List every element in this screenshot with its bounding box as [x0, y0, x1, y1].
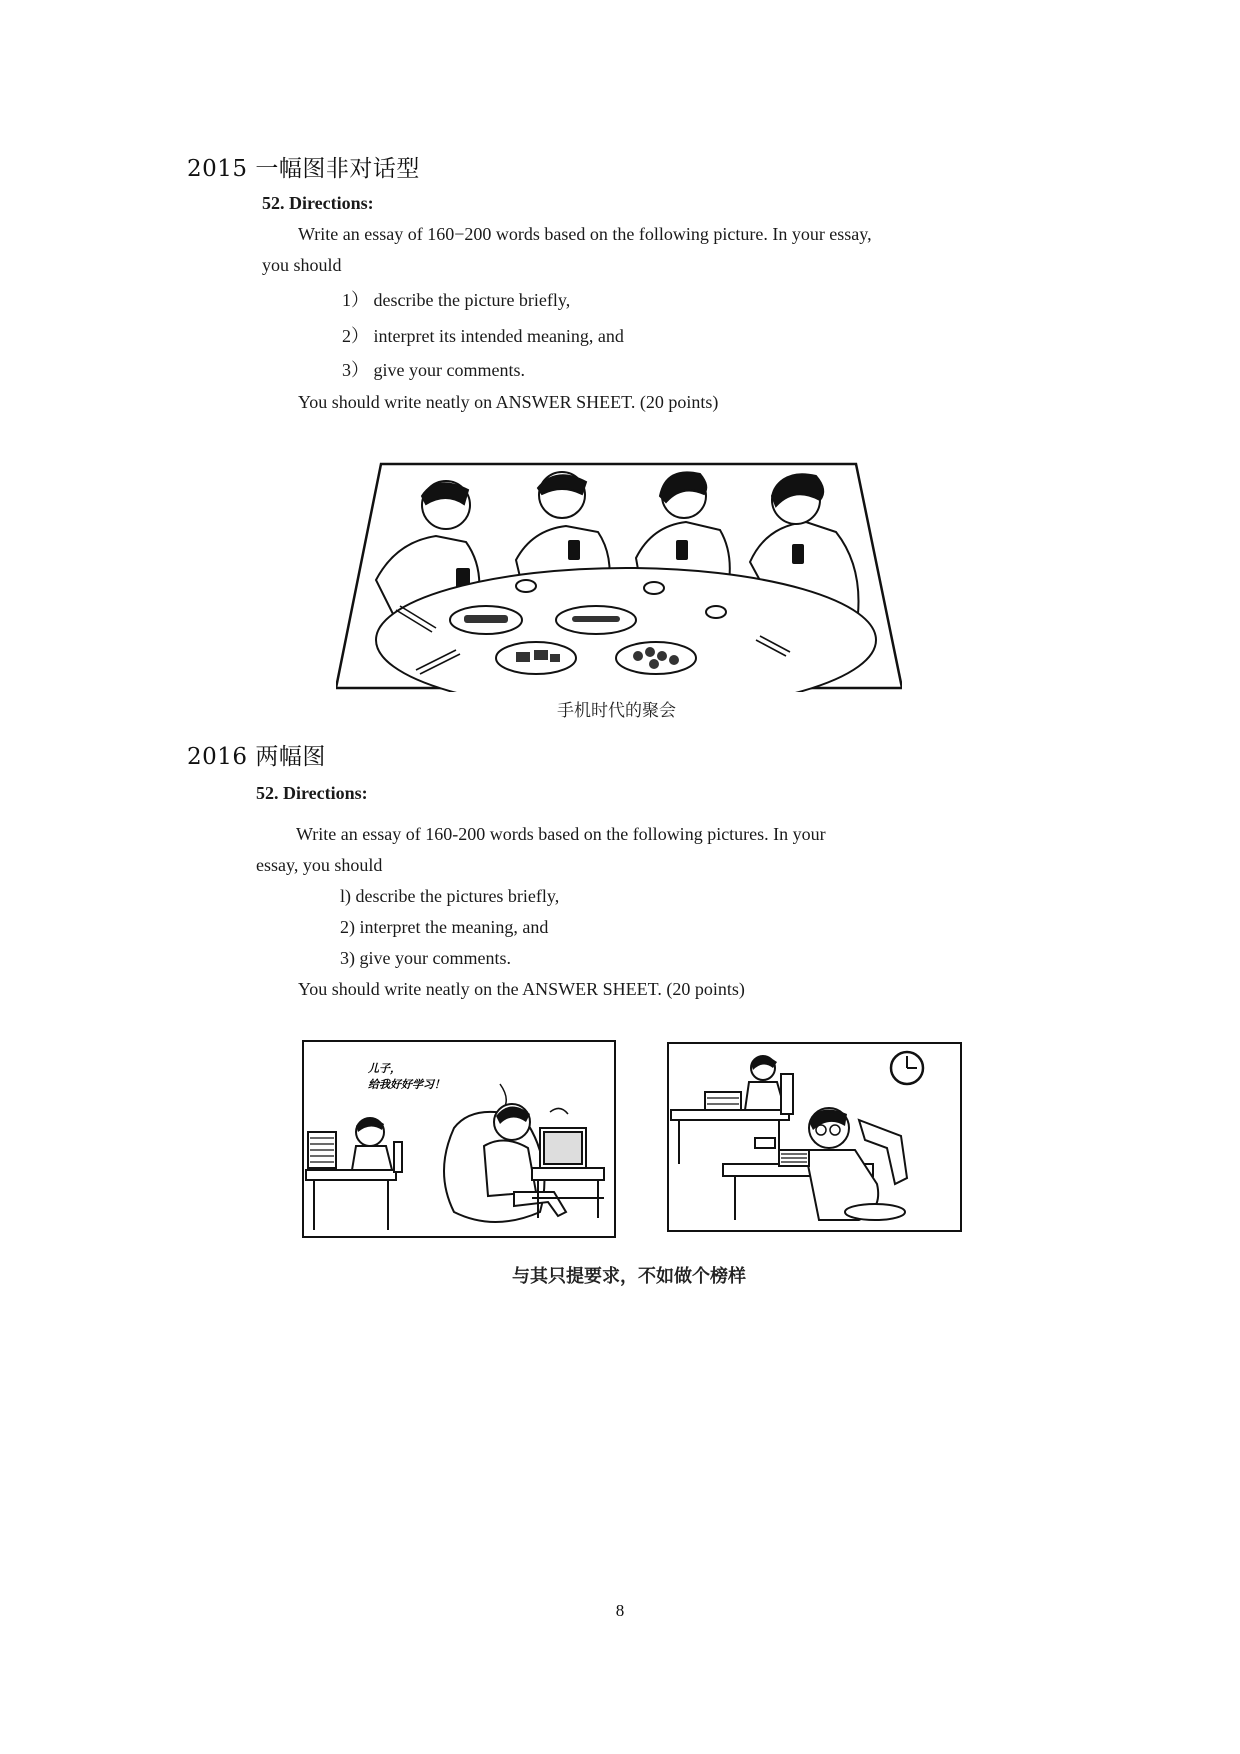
directions-block-2016: [256, 783, 976, 1000]
list-item: 2） interpret its intended meaning, and: [342, 326, 624, 346]
list-item: l) describe the pictures briefly,: [340, 886, 560, 906]
intro-line-cont: essay, you should: [256, 855, 383, 875]
intro-line-cont: you should: [262, 255, 342, 275]
section-title-2016: 2016 两幅图: [187, 744, 326, 770]
footer-line: You should write neatly on the ANSWER SHEET. (20 points): [298, 979, 745, 999]
intro-line: Write an essay of 160−200 words based on the following picture. In your essay,: [298, 224, 872, 244]
footer-line: You should write neatly on ANSWER SHEET. (20 points): [298, 392, 719, 412]
figure-caption-2015: 手机时代的聚会: [557, 701, 676, 721]
directions-heading: 52. Directions:: [256, 783, 368, 803]
speech-line-2: 给我好好学习！: [368, 1078, 445, 1091]
section-title-2015: 2015 一幅图非对话型: [187, 156, 420, 182]
clock-icon: [891, 1052, 923, 1084]
figure-left-panel: [302, 1040, 616, 1238]
directions-block-2015: [262, 193, 982, 413]
page-number: 8: [615, 1601, 625, 1620]
list-item: 1） describe the picture briefly,: [342, 290, 571, 310]
figure-right-panel: [667, 1042, 962, 1232]
directions-heading: 52. Directions:: [262, 193, 374, 213]
figure-dinner: [336, 460, 902, 692]
list-item: 3) give your comments.: [340, 948, 511, 968]
intro-line: Write an essay of 160-200 words based on the following pictures. In your: [296, 824, 826, 844]
speech-line-1: 儿子，: [368, 1062, 401, 1075]
figure-caption-2016: 与其只提要求，不如做个榜样: [512, 1266, 746, 1287]
list-item: 3） give your comments.: [342, 360, 525, 380]
list-item: 2) interpret the meaning, and: [340, 917, 549, 937]
